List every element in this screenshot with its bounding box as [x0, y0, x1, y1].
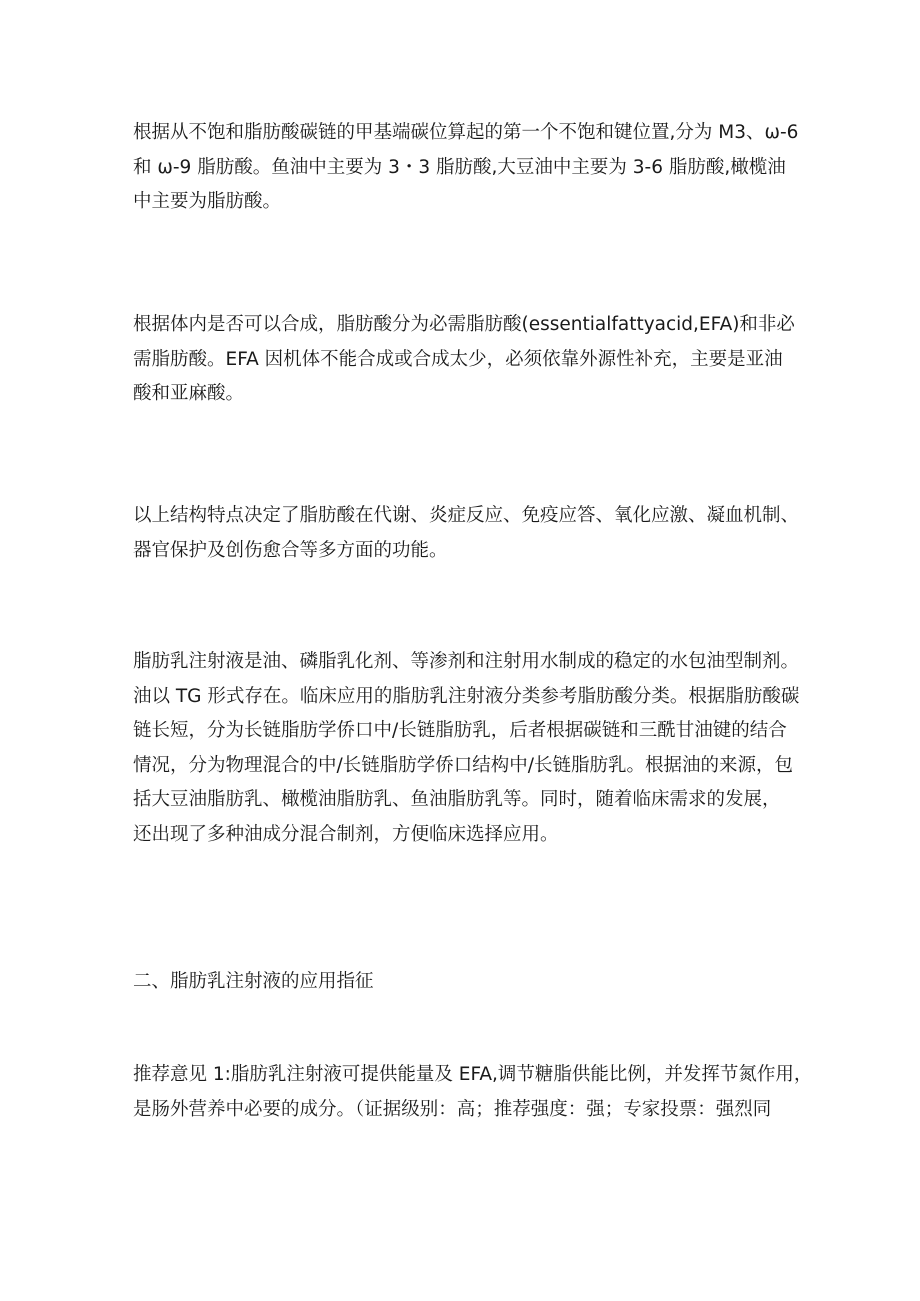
paragraph-fat-emulsion-composition — [133, 645, 800, 852]
text-line: 需脂肪酸。EFA 因机体不能合成或合成太少，必须依靠外源性补充，主要是亚油 — [133, 348, 783, 370]
text-line: 酸和亚麻酸。 — [133, 383, 245, 404]
text-line: 是肠外营养中必要的成分。（证据级别：高；推荐强度：强；专家投票：强烈同 — [133, 1098, 772, 1120]
paragraph-essential-fatty-acids — [133, 308, 795, 412]
text-line: 和 ω-9 脂肪酸。鱼油中主要为 3・3 脂肪酸,大豆油中主要为 3-6 脂肪酸,橄榄油 — [133, 156, 786, 178]
paragraph-structural-functions — [133, 499, 800, 568]
text-line: 括大豆油脂肪乳、橄榄油脂肪乳、鱼油脂肪乳等。同时，随着临床需求的发展， — [133, 789, 781, 810]
paragraph-fatty-acid-omega-classification — [133, 116, 799, 220]
text-line: 根据从不饱和脂肪酸碳链的甲基端碳位算起的第一个不饱和键位置,分为 M3、ω-6 — [133, 122, 799, 143]
text-line: 情况，分为物理混合的中/长链脂肪学侨口结构中/长链脂肪乳。根据油的来源，包 — [133, 754, 793, 776]
text-line: 器官保护及创伤愈合等多方面的功能。 — [133, 539, 448, 561]
section-heading: 二、脂肪乳注射液的应用指征 — [133, 971, 374, 992]
text-line: 中主要为脂肪酸。 — [133, 191, 282, 212]
text-line: 以上结构特点决定了脂肪酸在代谢、炎症反应、免疫应答、氧化应激、凝血机制、 — [133, 505, 800, 526]
paragraph-recommendation-1 — [133, 1058, 813, 1127]
text-line: 根据体内是否可以合成，脂肪酸分为必需脂肪酸(essentialfattyacid,EFA)和非必 — [133, 314, 795, 335]
text-line: 推荐意见 1:脂肪乳注射液可提供能量及 EFA,调节糖脂供能比例，并发挥节氮作用， — [133, 1064, 813, 1085]
text-line: 油以 TG 形式存在。临床应用的脂肪乳注射液分类参考脂肪酸分类。根据脂肪酸碳 — [133, 685, 800, 707]
text-line: 还出现了多种油成分混合制剂，方便临床选择应用。 — [133, 823, 559, 845]
text-line: 链长短，分为长链脂肪学侨口中/长链脂肪乳，后者根据碳链和三酰甘油键的结合 — [133, 720, 787, 741]
text-line: 脂肪乳注射液是油、磷脂乳化剂、等渗剂和注射用水制成的稳定的水包油型制剂。 — [133, 651, 800, 672]
